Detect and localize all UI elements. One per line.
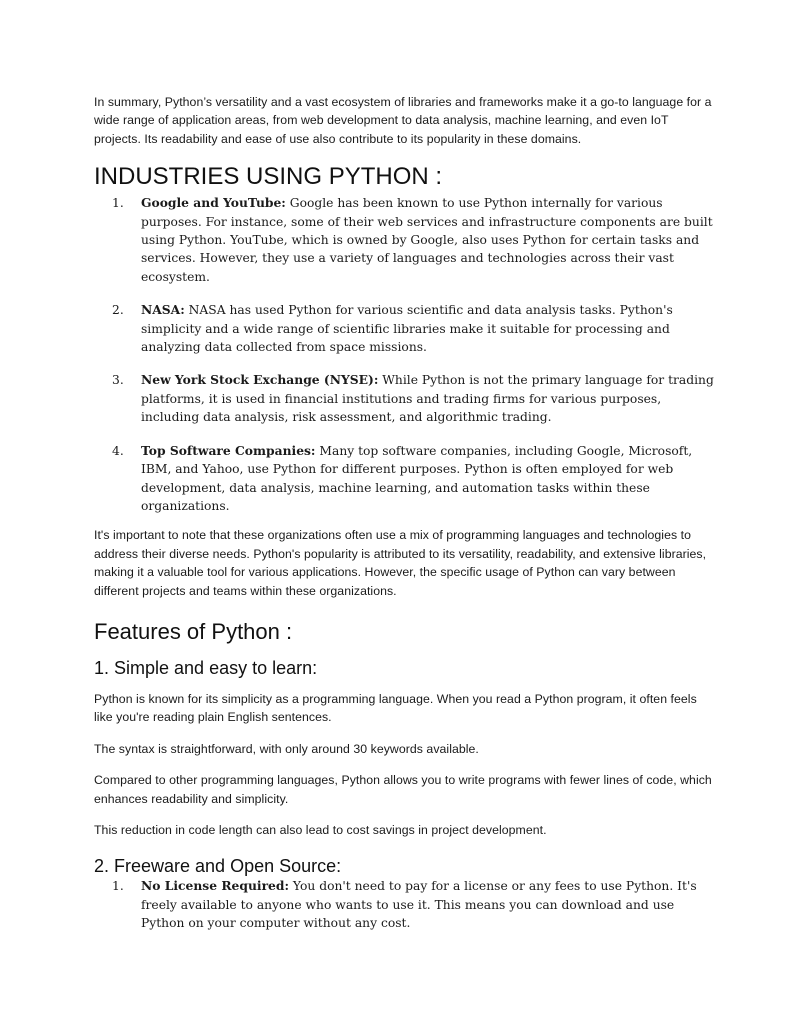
list-item-title: Top Software Companies: bbox=[141, 442, 316, 458]
list-item-number: 3. bbox=[112, 373, 124, 388]
list-item bbox=[94, 442, 714, 516]
features-heading: Features of Python : bbox=[94, 618, 293, 644]
list-item-title: NASA: bbox=[141, 302, 185, 318]
list-item-text: While Python is not the primary language for trading platforms, it is used in financial institutions and trading firms for various purposes, including data analysis, risk assessment, and algorithmic trading. bbox=[141, 373, 714, 425]
list-item-number: 1. bbox=[112, 879, 124, 894]
list-item bbox=[94, 194, 714, 286]
list-item-text: You don't need to pay for a license or any fees to use Python. It's freely available to anyone who wants to use it. This means you can download and use Python on your computer without any cost. bbox=[141, 879, 697, 931]
list-item-text: Many top software companies, including Google, Microsoft, IBM, and Yahoo, use Python for different purposes. Python is often employed for web development, data analysis, machine learning, and automation tasks within these organizations. bbox=[141, 443, 693, 513]
industries-list bbox=[94, 194, 714, 515]
simple-paragraph: The syntax is straightforward, with only around 30 keywords available. bbox=[94, 741, 479, 756]
list-item bbox=[94, 877, 714, 932]
document-page bbox=[94, 93, 714, 948]
simple-heading: 1. Simple and easy to learn: bbox=[94, 657, 318, 678]
simple-paragraph: Compared to other programming languages, Python allows you to write programs with fewer lines of code, which enhances readability and simplicity. bbox=[94, 773, 712, 806]
industries-note: It's important to note that these organizations often use a mix of programming languages and technologies to address their diverse needs. Python's popularity is attributed to its versatility, readability, and extensive libraries, making it a valuable tool for various applications. However, the specific usage of Python can vary between different projects and teams within these organizations. bbox=[94, 528, 707, 598]
list-item-title: New York Stock Exchange (NYSE): bbox=[141, 372, 379, 388]
intro-paragraph: In summary, Python’s versatility and a vast ecosystem of libraries and frameworks make it a go-to language for a wide range of application areas, from web development to data analysis, machine learning, and even IoT projects. Its readability and ease of use also contribute to its popularity in these domains. bbox=[94, 95, 712, 146]
simple-paragraph: Python is known for its simplicity as a programming language. When you read a Python program, it often feels like you're reading plain English sentences. bbox=[94, 691, 697, 725]
list-item-text: Google has been known to use Python internally for various purposes. For instance, some of their web services and infrastructure components are built using Python. YouTube, which is owned by Google, also uses Python for certain tasks and services. However, they use a variety of languages and technologies across their vast ecosystem. bbox=[141, 196, 713, 284]
industries-heading: INDUSTRIES USING PYTHON : bbox=[94, 163, 443, 191]
list-item bbox=[94, 371, 714, 426]
simple-paragraph: This reduction in code length can also lead to cost savings in project development. bbox=[94, 822, 547, 837]
list-item-number: 4. bbox=[112, 443, 124, 458]
list-item-number: 1. bbox=[112, 196, 124, 211]
freeware-list bbox=[94, 877, 714, 932]
list-item bbox=[94, 301, 714, 356]
list-item-text: NASA has used Python for various scientific and data analysis tasks. Python's simplicity and a wide range of scientific libraries make it suitable for processing and analyzing data collected from space missions. bbox=[141, 303, 673, 355]
list-item-title: No License Required: bbox=[141, 878, 290, 894]
freeware-heading: 2. Freeware and Open Source: bbox=[94, 856, 342, 877]
list-item-title: Google and YouTube: bbox=[141, 195, 286, 211]
list-item-number: 2. bbox=[112, 303, 124, 318]
